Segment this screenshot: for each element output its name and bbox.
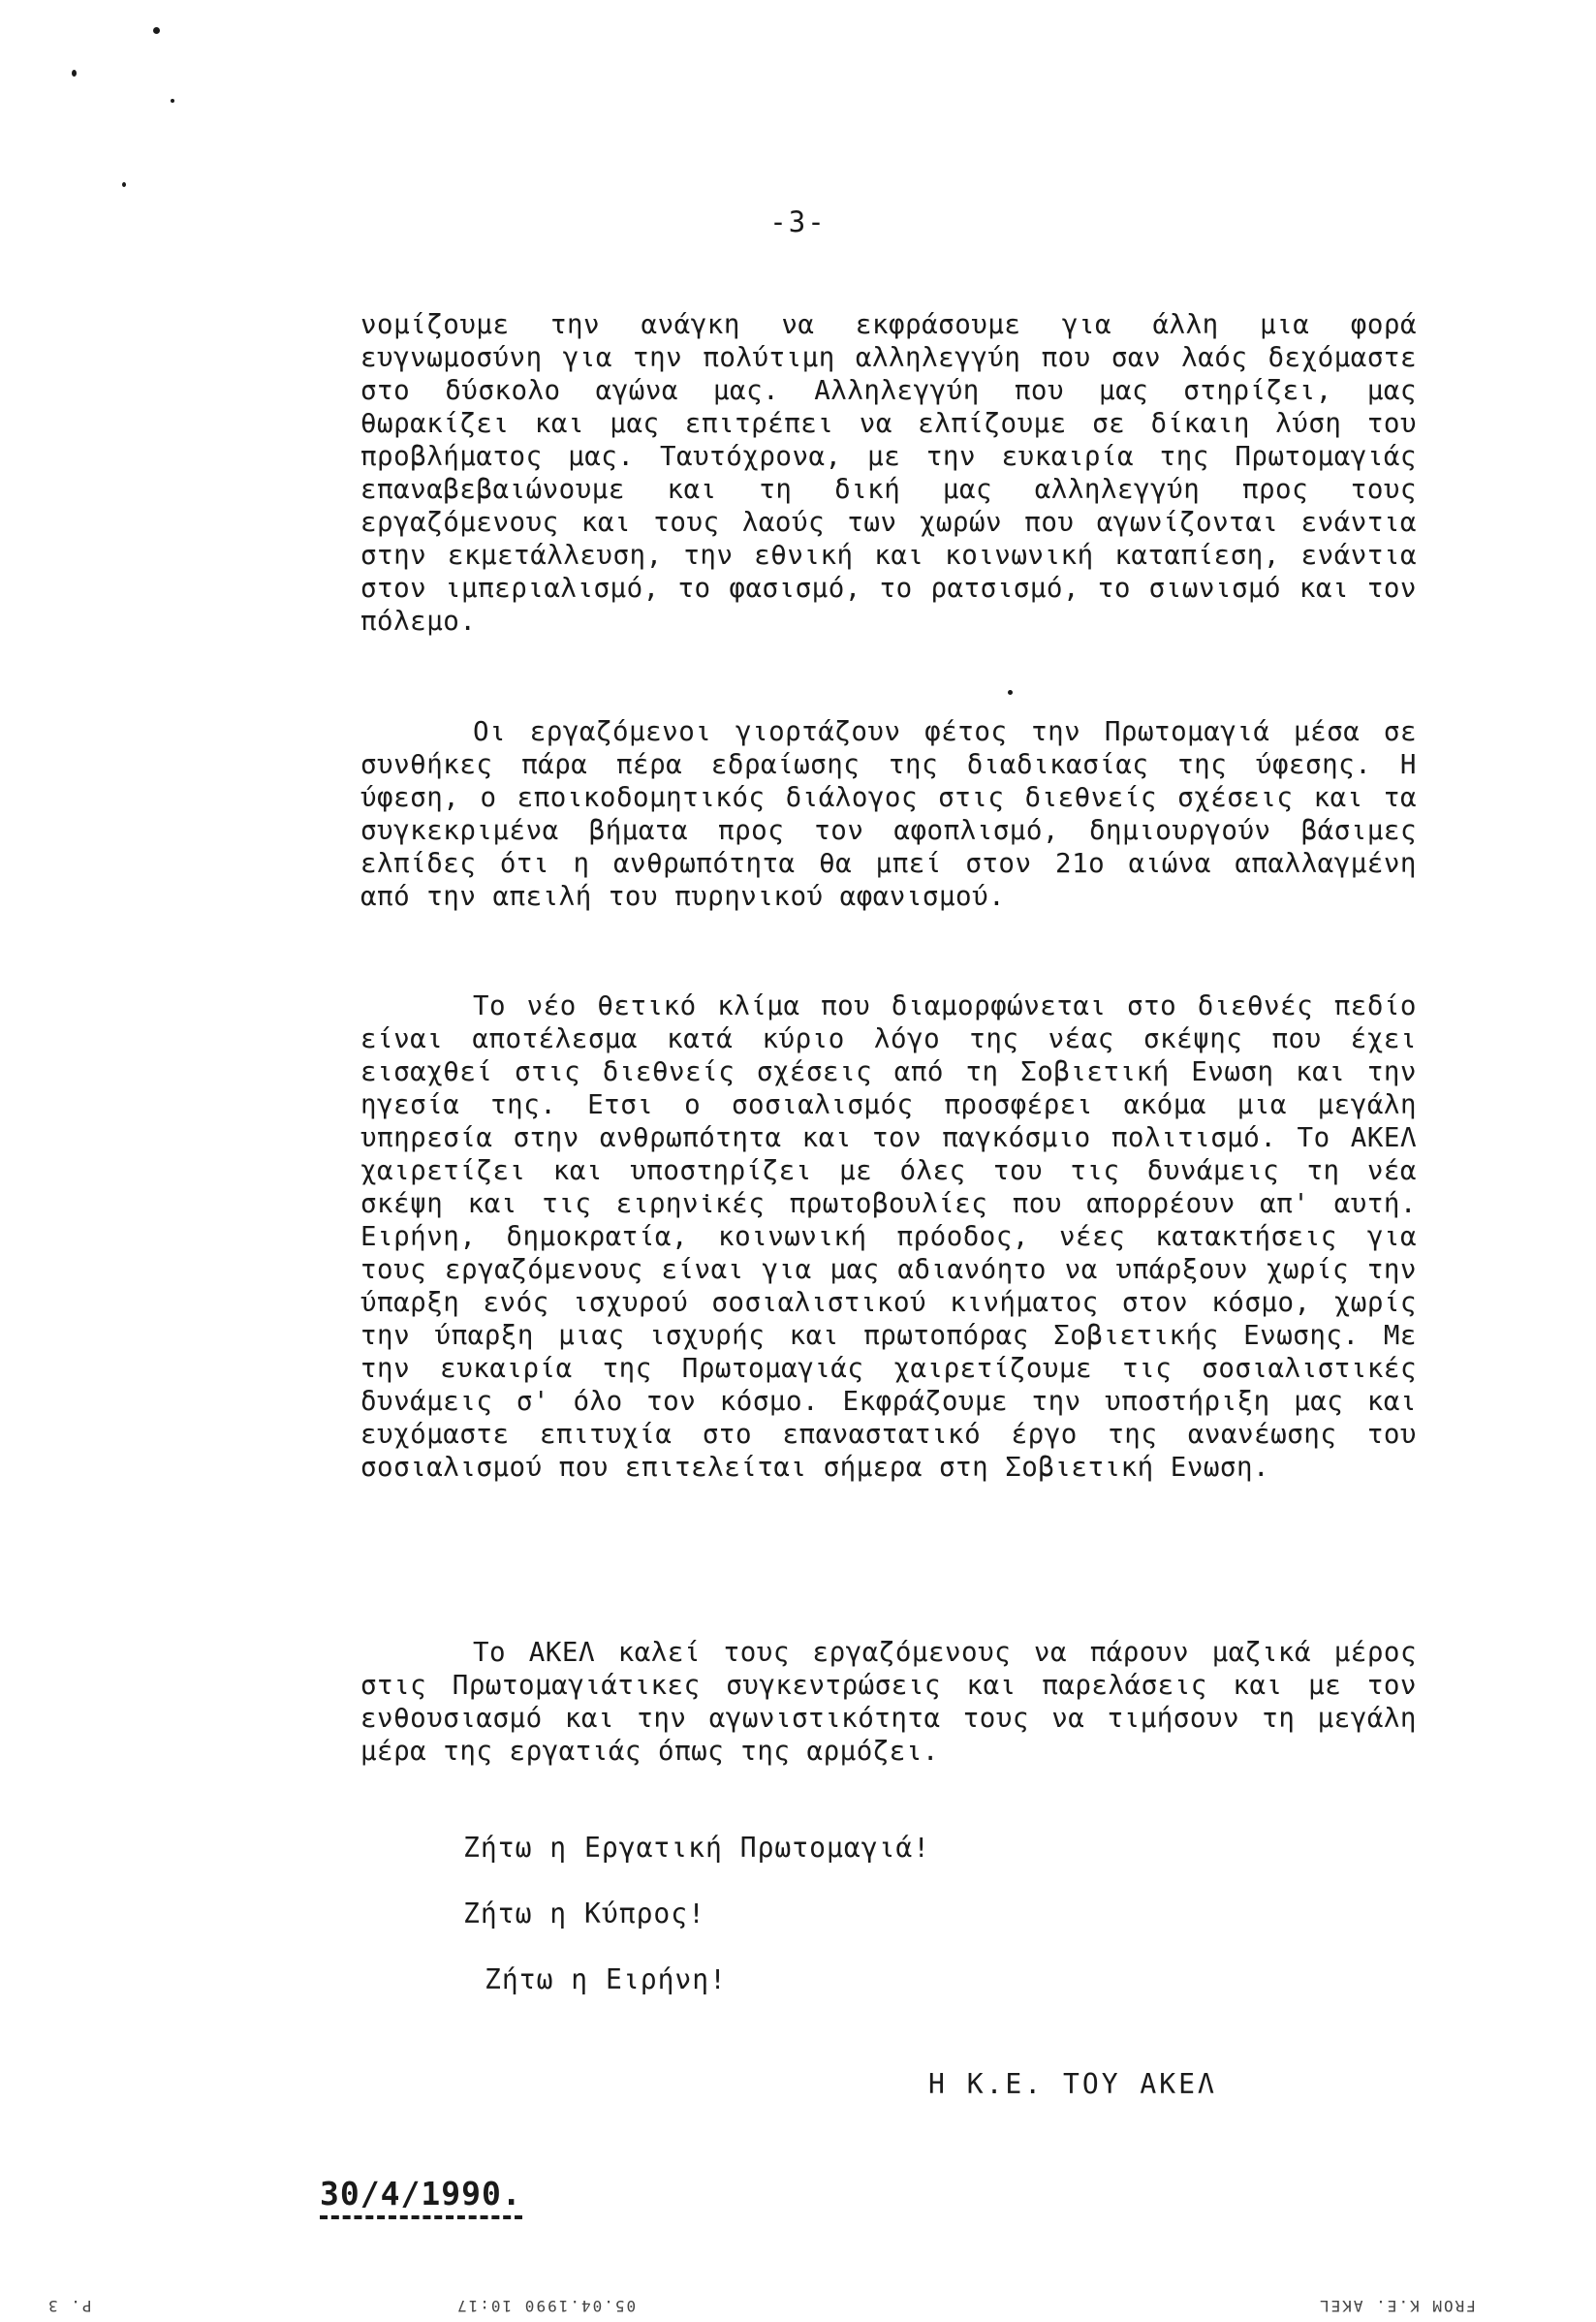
fax-footer-page: P. 3 — [47, 2297, 92, 2315]
slogan-cyprus: Ζήτω η Κύπρος! — [463, 1898, 706, 1930]
scan-speck — [171, 99, 174, 103]
scan-speck — [72, 70, 77, 77]
slogan-peace: Ζήτω η Ειρήνη! — [485, 1963, 728, 1995]
document-date: 30/4/1990. — [320, 2175, 522, 2219]
page-number: -3- — [769, 205, 827, 238]
letter-body — [360, 989, 1417, 1484]
paragraph-2: Οι εργαζόμενοι γιορτάζουν φέτος την Πρωτομαγιά μέσα σε συνθήκες πάρα πέρα εδραίωσης της διαδικασίας της ύφεσης. Η ύφεση, ο εποικοδομητικός διάλογος στις διεθνείς σχέσεις και τα συγκεκριμένα βήματα προς τον αφοπλισμό, δημιουργούν βάσιμες ελπίδες ότι η ανθρωπότητα θα μπεί στον 21ο αιώνα απαλλαγμένη από την απειλή του πυρηνικού αφανισμού. — [360, 716, 1417, 912]
signature: Η Κ.Ε. ΤΟΥ ΑΚΕΛ — [928, 2068, 1217, 2100]
paragraph-4: Το ΑΚΕΛ καλεί τους εργαζόμενους να πάρουν μαζικά μέρος στις Πρωτομαγιάτικες συγκεντρώσεις και παρελάσεις και με τον ενθουσιασμό και την αγωνιστικότητα τους να τιμήσουν τη μεγάλη μέρα της εργατιάς όπως της αρμόζει. — [360, 1637, 1417, 1767]
paragraph-1: νομίζουμε την ανάγκη να εκφράσουμε για άλλη μια φορά ευγνωμοσύνη για την πολύτιμη αλληλεγγύη που σαν λαός δεχόμαστε στο δύσκολο αγώνα μας. Αλληλεγγύη που μας στηρίζει, μας θωρακίζει και μας επιτρέπει να ελπίζουμε σε δίκαιη λύση του προβλήματος μας. Ταυτόχρονα, με την ευκαιρία της Πρωτομαγιάς επαναβεβαιώνουμε και τη δική μας αλληλεγγύη προς τους εργαζόμενους και τους λαούς των χωρών που αγωνίζονται ενάντια στην εκμετάλλευση, την εθνική και κοινωνική καταπίεση, ενάντια στον ιμπεριαλισμό, το φασισμό, το ρατσισμό, το σιωνισμό και τον πόλεμο. — [360, 309, 1417, 637]
fax-footer-timestamp: 05.04.1990 10:17 — [455, 2297, 637, 2315]
scan-speck — [153, 27, 160, 34]
paragraph-3: Το νέο θετικό κλίμα που διαμορφώνεται στο διεθνές πεδίο είναι αποτέλεσμα κατά κύριο λόγο της νέας σκέψης που έχει εισαχθεί στις διεθνείς σχέσεις από τη Σοβιετική Ενωση και την ηγεσία της. Ετσι ο σοσιαλισμός προσφέρει ακόμα μια μεγάλη υπηρεσία στην ανθρωπότητα και τον παγκόσμιο πολιτισμό. Το ΑΚΕΛ χαιρετίζει και υποστηρίζει με όλες του τις δυνάμεις τη νέα σκέψη και τις ειρηνικές πρωτοβουλίες που απορρέουν απ' αυτή. Ειρήνη, δημοκρατία, κοινωνική πρόοδος, νέες κατακτήσεις για τους εργαζόμενους είναι για μας αδιανόητο να υπάρξουν χωρίς την ύπαρξη ενός ισχυρού σοσιαλιστικού κινήματος στον κόσμο, χωρίς την ύπαρξη μιας ισχυρής και πρωτοπόρας Σοβιετικής Ενωσης. Με την ευκαιρία της Πρωτομαγιάς χαιρετίζουμε τις σοσιαλιστικές δυνάμεις σ' όλο τον κόσμο. Εκφράζουμε την υποστήριξη μας και ευχόμαστε επιτυχία στο επαναστατικό έργο της ανανέωσης του σοσιαλισμού που επιτελείται σήμερα στη Σοβιετική Ενωση. — [360, 990, 1417, 1483]
slogan-workers-may-day: Ζήτω η Εργατική Πρωτομαγιά! — [463, 1832, 931, 1864]
scan-speck — [1008, 690, 1013, 695]
letter-body — [360, 1636, 1417, 1768]
letter-body — [360, 715, 1417, 913]
letter-body — [360, 308, 1417, 638]
fax-footer-sender: FROM K.E. AKEL — [1318, 2297, 1476, 2315]
scan-speck — [122, 182, 126, 187]
